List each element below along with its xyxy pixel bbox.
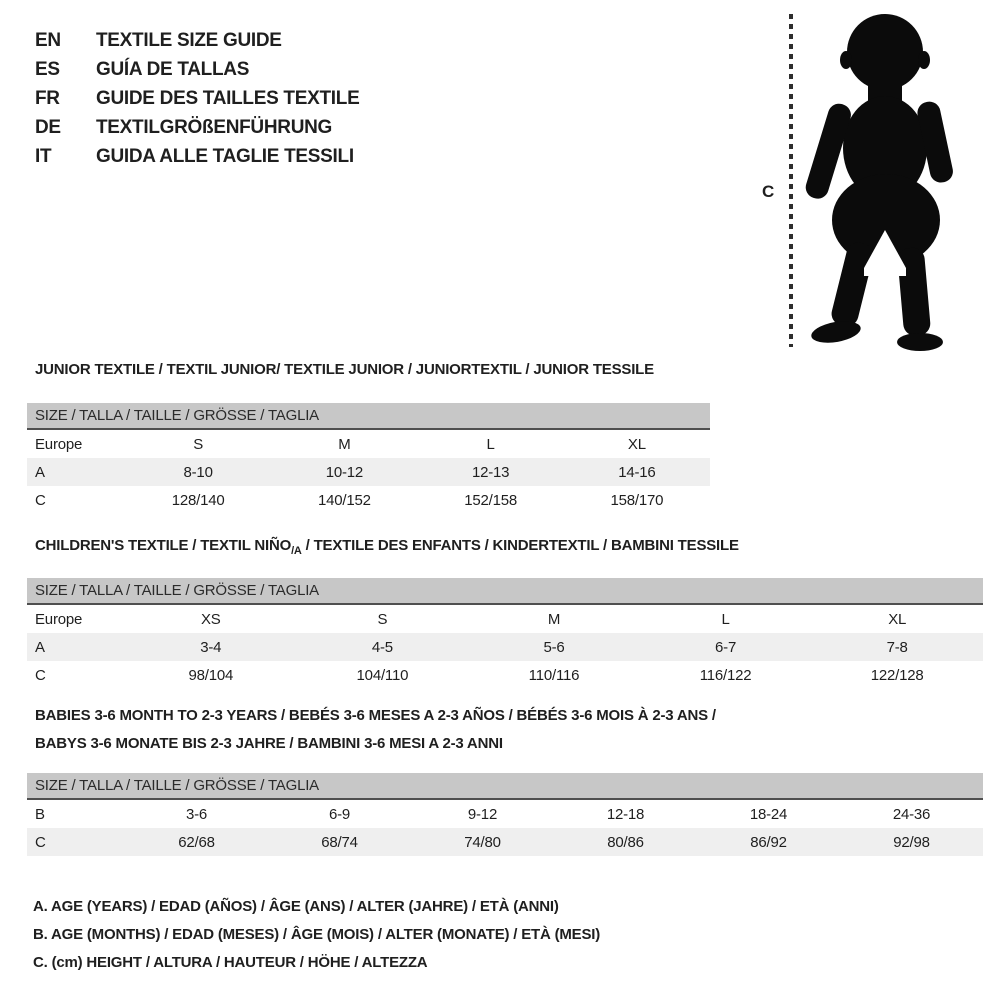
section-title-subscript: /A — [291, 545, 302, 557]
footnote-line: A. AGE (YEARS) / EDAD (AÑOS) / ÂGE (ANS) / ALTER (JAHRE) / ETÀ (ANNI) — [33, 898, 559, 915]
table-cell: XS — [200, 610, 221, 628]
table-cell: 104/110 — [356, 666, 409, 684]
table-cell: 92/98 — [893, 833, 930, 851]
row-label: C — [35, 833, 46, 851]
table-cell: 116/122 — [699, 666, 752, 684]
table-cell: S — [377, 610, 388, 628]
table-cell: 24-36 — [892, 805, 931, 823]
table-row-c — [27, 828, 983, 856]
language-title-row — [35, 26, 359, 55]
table-row-a — [27, 633, 983, 661]
table-cell: 14-16 — [618, 463, 656, 481]
language-code: ES — [35, 59, 60, 80]
row-label: Europe — [35, 435, 83, 453]
table-cell: 68/74 — [321, 833, 358, 851]
section-title-line — [35, 538, 983, 559]
section-title — [27, 708, 983, 752]
table-row-a — [27, 458, 710, 486]
table-cell: 18-24 — [749, 805, 788, 823]
language-title: GUÍA DE TALLAS — [96, 59, 250, 80]
table-row-c — [27, 661, 983, 689]
figure-area — [740, 0, 990, 360]
section-junior-textile — [27, 362, 710, 514]
language-title: TEXTILGRÖßENFÜHRUNG — [96, 117, 333, 138]
table-cell: 12-18 — [606, 805, 645, 823]
section-title-line — [35, 708, 983, 724]
language-code: EN — [35, 30, 61, 51]
table-cell: 12-13 — [471, 463, 510, 481]
table-cell: 5-6 — [543, 638, 565, 656]
table-cell: 3-6 — [185, 805, 208, 823]
table-cell: 62/68 — [178, 833, 215, 851]
table-cell: 6-7 — [715, 638, 737, 656]
table-row-europe — [27, 430, 710, 458]
table-cell: 98/104 — [188, 666, 234, 684]
section-title — [27, 538, 983, 559]
baby-silhouette-icon — [800, 8, 968, 352]
table-cell: XL — [888, 610, 907, 628]
table-cell: L — [486, 435, 495, 453]
table-row-b — [27, 800, 983, 828]
section-title-line — [35, 736, 983, 752]
table-cell: 80/86 — [607, 833, 644, 851]
table-cell: 140/152 — [317, 491, 371, 509]
section-title-text: CHILDREN'S TEXTILE / TEXTIL NIÑO — [35, 537, 292, 554]
language-title: GUIDA ALLE TAGLIE TESSILI — [96, 146, 354, 167]
section-babies-textile — [27, 708, 983, 856]
table-cell: 122/128 — [870, 666, 924, 684]
language-code: IT — [35, 146, 52, 167]
section-title — [27, 362, 710, 378]
row-label: A — [35, 638, 45, 656]
table-cell: 9-12 — [467, 805, 498, 823]
table-cell: 74/80 — [464, 833, 501, 851]
table-cell: M — [338, 435, 351, 453]
footnote-line: C. (cm) HEIGHT / ALTURA / HAUTEUR / HÖHE / ALTEZZA — [33, 954, 428, 971]
row-label: B — [35, 805, 45, 823]
footnote-line: B. AGE (MONTHS) / EDAD (MESES) / ÂGE (MOIS) / ALTER (MONATE) / ETÀ (MESI) — [33, 926, 601, 943]
section-title-text: / TEXTILE DES ENFANTS / KINDERTEXTIL / BAMBINI TESSILE — [301, 537, 739, 554]
section-title-text: BABIES 3-6 MONTH TO 2-3 YEARS / BEBÉS 3-6 MESES A 2-3 AÑOS / BÉBÉS 3-6 MOIS À 2-3 ANS / — [35, 707, 716, 724]
language-code: DE — [35, 117, 61, 138]
language-title: TEXTILE SIZE GUIDE — [96, 30, 282, 51]
language-title-row — [35, 84, 359, 113]
height-measure-dotted-line — [789, 14, 793, 347]
language-code: FR — [35, 88, 60, 109]
table-cell: 152/158 — [464, 491, 518, 509]
row-label: C — [35, 491, 46, 509]
table-cell: 10-12 — [325, 463, 364, 481]
table-cell: XL — [627, 435, 646, 453]
size-header-bar: SIZE / TALLA / TAILLE / GRÖSSE / TAGLIA — [27, 578, 983, 605]
table-cell: 128/140 — [171, 491, 225, 509]
table-cell: 110/116 — [528, 666, 580, 684]
height-measure-label: C — [762, 182, 775, 201]
table-cell: 7-8 — [886, 638, 908, 656]
row-label: A — [35, 463, 45, 481]
table-cell: L — [721, 610, 730, 628]
table-cell: 6-9 — [328, 805, 351, 823]
table-cell: 8-10 — [183, 463, 213, 481]
table-cell: 158/170 — [610, 491, 664, 509]
table-cell: S — [193, 435, 204, 453]
row-label: C — [35, 666, 46, 684]
language-title-row — [35, 142, 359, 171]
language-title: GUIDE DES TAILLES TEXTILE — [96, 88, 360, 109]
section-title-text: BABYS 3-6 MONATE BIS 2-3 JAHRE / BAMBINI 3-6 MESI A 2-3 ANNI — [35, 735, 503, 752]
table-cell: 3-4 — [200, 638, 222, 656]
language-title-list — [35, 26, 359, 171]
table-cell: 4-5 — [371, 638, 393, 656]
section-title-line — [35, 362, 710, 378]
size-header-bar: SIZE / TALLA / TAILLE / GRÖSSE / TAGLIA — [27, 403, 710, 430]
table-row-europe — [27, 605, 983, 633]
table-row-c — [27, 486, 710, 514]
section-title-text: JUNIOR TEXTILE / TEXTIL JUNIOR/ TEXTILE JUNIOR / JUNIORTEXTIL / JUNIOR TESSILE — [35, 361, 654, 378]
language-title-row — [35, 113, 359, 142]
size-header-bar: SIZE / TALLA / TAILLE / GRÖSSE / TAGLIA — [27, 773, 983, 800]
language-title-row — [35, 55, 359, 84]
table-cell: 86/92 — [750, 833, 787, 851]
table-cell: M — [547, 610, 561, 628]
section-childrens-textile — [27, 538, 983, 689]
row-label: Europe — [35, 610, 83, 628]
footnotes — [33, 893, 600, 977]
